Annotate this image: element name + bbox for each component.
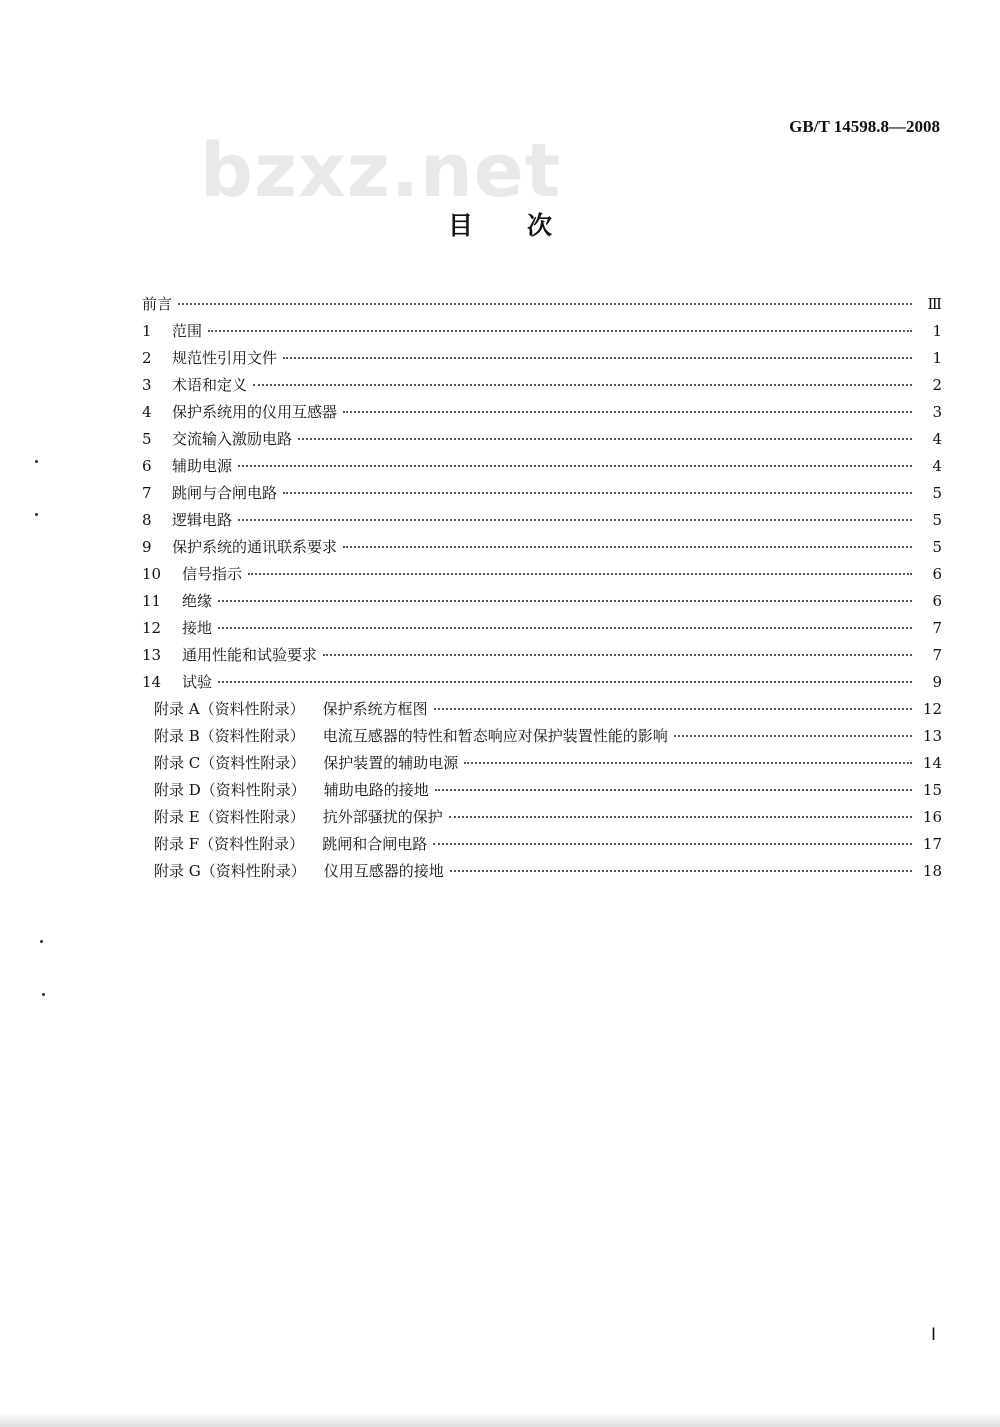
toc-entry-number: 6 [142, 457, 152, 475]
toc-leader-dots [218, 627, 912, 629]
toc-entry-page: 5 [932, 538, 942, 556]
toc-entry-label: 辅助电源 [172, 457, 233, 475]
toc-entry-number: 7 [142, 484, 152, 502]
toc-entry-page: 7 [932, 619, 942, 637]
toc-leader-dots [178, 303, 912, 305]
toc-entry-10[interactable] [142, 561, 942, 588]
toc-leader-dots [253, 384, 912, 386]
toc-entry-page: 1 [932, 349, 942, 367]
page-bottom-edge [0, 1413, 1000, 1427]
appendix-tag: 附录 E（资料性附录） [154, 808, 305, 826]
appendix-tag: 附录 G（资料性附录） [154, 862, 306, 880]
appendix-page: 13 [922, 727, 942, 745]
toc-entry-1[interactable] [142, 318, 942, 345]
toc-leader-dots [298, 438, 912, 440]
toc-entry-page: 6 [932, 592, 942, 610]
toc-leader-dots [433, 843, 912, 845]
toc-leader-dots [283, 492, 912, 494]
toc-leader-dots [674, 735, 912, 737]
scan-speck [42, 993, 45, 996]
toc-leader-dots [238, 519, 912, 521]
toc-entry-6[interactable] [142, 453, 942, 480]
appendix-label: 辅助电路的接地 [323, 781, 429, 799]
appendix-label: 保护系统方框图 [322, 700, 428, 718]
appendix-tag: 附录 A（资料性附录） [154, 700, 305, 718]
toc-entry-number: 5 [142, 430, 152, 448]
toc-entry-label: 绝缘 [182, 592, 213, 610]
toc-entry-page: 3 [932, 403, 942, 421]
toc-entry-foreword[interactable] [142, 291, 942, 318]
toc-leader-dots [435, 789, 912, 791]
toc-entry-number: 10 [142, 565, 162, 583]
toc-leader-dots [323, 654, 912, 656]
toc-entry-2[interactable] [142, 345, 942, 372]
toc-entry-label: 术语和定义 [172, 376, 248, 394]
toc-leader-dots [218, 600, 912, 602]
scan-speck [35, 513, 38, 516]
toc-entry-number: 3 [142, 376, 152, 394]
toc-entry-number: 8 [142, 511, 152, 529]
toc-entry-number: 4 [142, 403, 152, 421]
toc-entry-5[interactable] [142, 426, 942, 453]
toc-entry-label: 范围 [172, 322, 203, 340]
toc-leader-dots [208, 330, 912, 332]
toc-entry-number: 9 [142, 538, 152, 556]
appendix-tag: 附录 F（资料性附录） [154, 835, 305, 853]
toc-appendix-e[interactable] [142, 804, 942, 831]
appendix-label: 电流互感器的特性和暂态响应对保护装置性能的影响 [322, 727, 668, 745]
scan-speck [40, 940, 43, 943]
toc-entry-number: 1 [142, 322, 152, 340]
toc-entry-page: 6 [932, 565, 942, 583]
toc-leader-dots [343, 411, 912, 413]
toc-entry-12[interactable] [142, 615, 942, 642]
standard-number: GB/T 14598.8—2008 [789, 117, 940, 136]
toc-entry-page: 5 [932, 484, 942, 502]
toc-appendix-d[interactable] [142, 777, 942, 804]
toc-leader-dots [283, 357, 912, 359]
toc-entry-label: 规范性引用文件 [172, 349, 278, 367]
appendix-tag: 附录 D（资料性附录） [154, 781, 306, 799]
appendix-page: 16 [922, 808, 942, 826]
toc-leader-dots [464, 762, 912, 764]
table-of-contents [142, 291, 942, 885]
toc-entry-label: 逻辑电路 [172, 511, 233, 529]
appendix-label: 保护装置的辅助电源 [323, 754, 459, 772]
toc-entry-7[interactable] [142, 480, 942, 507]
toc-entry-number: 2 [142, 349, 152, 367]
toc-entry-3[interactable] [142, 372, 942, 399]
toc-entry-11[interactable] [142, 588, 942, 615]
toc-entry-label: 信号指示 [182, 565, 243, 583]
appendix-page: 17 [922, 835, 942, 853]
toc-leader-dots [434, 708, 912, 710]
toc-entry-page: 1 [932, 322, 942, 340]
toc-appendix-c[interactable] [142, 750, 942, 777]
appendix-tag: 附录 C（资料性附录） [154, 754, 306, 772]
toc-entry-label: 前言 [142, 295, 173, 313]
toc-appendix-f[interactable] [142, 831, 942, 858]
page-title: 目次 [447, 211, 606, 240]
toc-appendix-a[interactable] [142, 696, 942, 723]
appendix-page: 14 [922, 754, 942, 772]
appendix-label: 仪用互感器的接地 [323, 862, 444, 880]
appendix-page: 18 [922, 862, 942, 880]
toc-entry-page: 4 [932, 430, 942, 448]
toc-entry-4[interactable] [142, 399, 942, 426]
toc-entry-number: 12 [142, 619, 162, 637]
toc-leader-dots [248, 573, 912, 575]
toc-entry-label: 交流输入激励电路 [172, 430, 293, 448]
toc-entry-label: 保护系统用的仪用互感器 [172, 403, 338, 421]
toc-entry-page: 7 [932, 646, 942, 664]
toc-leader-dots [450, 870, 912, 872]
appendix-page: 12 [922, 700, 942, 718]
toc-entry-label: 通用性能和试验要求 [182, 646, 318, 664]
toc-entry-label: 试验 [182, 673, 213, 691]
appendix-page: 15 [922, 781, 942, 799]
toc-appendix-b[interactable] [142, 723, 942, 750]
toc-entry-page: 9 [932, 673, 942, 691]
toc-leader-dots [218, 681, 912, 683]
toc-leader-dots [238, 465, 912, 467]
toc-entry-page: 2 [932, 376, 942, 394]
toc-entry-label: 接地 [182, 619, 213, 637]
toc-appendix-g[interactable] [142, 858, 942, 885]
toc-entry-9[interactable] [142, 534, 942, 561]
appendix-tag: 附录 B（资料性附录） [154, 727, 305, 745]
toc-entry-label: 跳闸与合闸电路 [172, 484, 278, 502]
toc-entry-label: 保护系统的通讯联系要求 [172, 538, 338, 556]
appendix-label: 抗外部骚扰的保护 [322, 808, 443, 826]
toc-entry-8[interactable] [142, 507, 942, 534]
toc-leader-dots [449, 816, 912, 818]
page-number: Ⅰ [930, 1325, 936, 1344]
toc-entry-13[interactable] [142, 642, 942, 669]
scan-speck [35, 460, 38, 463]
toc-entry-page: Ⅲ [927, 295, 942, 313]
appendix-label: 跳闸和合闸电路 [322, 835, 428, 853]
toc-entry-page: 4 [932, 457, 942, 475]
toc-entry-number: 14 [142, 673, 162, 691]
watermark: bzxz.net [200, 128, 562, 214]
toc-entry-14[interactable] [142, 669, 942, 696]
toc-entry-page: 5 [932, 511, 942, 529]
toc-entry-number: 13 [142, 646, 162, 664]
toc-entry-number: 11 [142, 592, 162, 610]
toc-leader-dots [343, 546, 912, 548]
